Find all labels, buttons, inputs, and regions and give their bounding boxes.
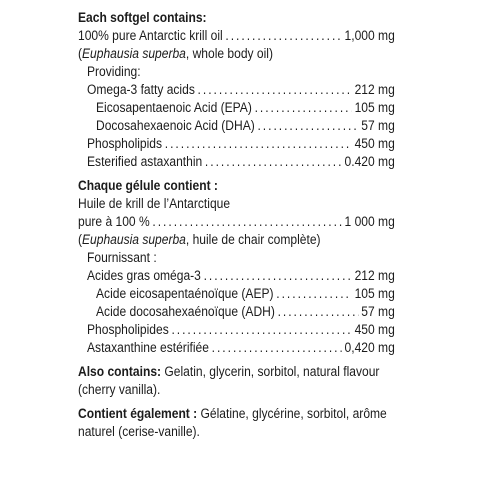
leader-dots [198, 81, 352, 99]
fr-krill-row [78, 213, 395, 231]
also-contains-fr-label: Contient également : [78, 406, 198, 421]
fr-asta-row [78, 339, 395, 357]
leader-dots [212, 339, 342, 357]
en-epa-value: 105 mg [354, 100, 395, 115]
also-contains-fr-text: Gélatine, glycérine, sorbitol, arôme naturel (cerise-vanille). [78, 406, 387, 439]
leader-dots [204, 267, 352, 285]
fr-omega3-row [78, 267, 395, 285]
fr-phospho-name: Phospholipides [87, 322, 169, 337]
en-omega3-name: Omega-3 fatty acids [87, 82, 195, 97]
en-providing: Providing: [87, 64, 141, 79]
fr-heading: Chaque gélule contient : [78, 178, 218, 193]
fr-dha-name: Acide docosahexaénoïque (ADH) [96, 304, 275, 319]
en-epa-name: Eicosapentaenoic Acid (EPA) [96, 100, 252, 115]
en-dha-name: Docosahexaenoic Acid (DHA) [96, 118, 255, 133]
leader-dots [152, 213, 341, 231]
fr-phospho-value: 450 mg [354, 322, 395, 337]
supplement-facts-label [78, 9, 395, 441]
en-omega3-row [78, 81, 395, 99]
leader-dots [255, 99, 352, 117]
fr-epa-row [78, 285, 395, 303]
also-contains-en-text: Gelatin, glycerin, sorbitol, natural flavour (cherry vanilla). [78, 364, 380, 397]
en-krill-row [78, 27, 395, 45]
fr-species-name: Euphausia superba [82, 232, 186, 247]
also-contains-fr [78, 405, 395, 441]
leader-dots [171, 321, 351, 339]
fr-epa-name: Acide eicosapentaénoïque (AEP) [96, 286, 274, 301]
leader-dots [278, 303, 359, 321]
fr-krill-value: 1 000 mg [344, 214, 395, 229]
fr-krill-name: pure à 100 % [78, 214, 150, 229]
fr-epa-value: 105 mg [354, 286, 395, 301]
leader-dots [225, 27, 341, 45]
en-dha-value: 57 mg [361, 118, 395, 133]
en-krill-name: 100% pure Antarctic krill oil [78, 28, 223, 43]
en-asta-value: 0.420 mg [344, 154, 395, 169]
leader-dots [165, 135, 352, 153]
en-asta-row [78, 153, 395, 171]
leader-dots [276, 285, 352, 303]
fr-providing: Fournissant : [87, 250, 157, 265]
en-asta-name: Esterified astaxanthin [87, 154, 203, 169]
en-phospho-name: Phospholipids [87, 136, 163, 151]
en-heading: Each softgel contains: [78, 10, 207, 25]
fr-species-row: ( Euphausia superba , huile de chair complète) [78, 232, 321, 247]
also-contains-en [78, 363, 395, 399]
fr-asta-value: 0,420 mg [344, 340, 395, 355]
fr-omega3-name: Acides gras oméga-3 [87, 268, 201, 283]
fr-phospho-row [78, 321, 395, 339]
fr-dha-row [78, 303, 395, 321]
en-phospho-row [78, 135, 395, 153]
en-omega3-value: 212 mg [354, 82, 395, 97]
en-krill-value: 1,000 mg [344, 28, 395, 43]
en-species-row: ( Euphausia superba , whole body oil) [78, 46, 273, 61]
leader-dots [257, 117, 358, 135]
fr-asta-name: Astaxanthine estérifiée [87, 340, 209, 355]
en-epa-row [78, 99, 395, 117]
leader-dots [205, 153, 342, 171]
fr-dha-value: 57 mg [361, 304, 395, 319]
fr-krill-line1: Huile de krill de l’Antarctique [78, 196, 231, 211]
fr-omega3-value: 212 mg [354, 268, 395, 283]
en-species-name: Euphausia superba [82, 46, 186, 61]
also-contains-en-label: Also contains: [78, 364, 162, 379]
en-phospho-value: 450 mg [354, 136, 395, 151]
en-dha-row [78, 117, 395, 135]
